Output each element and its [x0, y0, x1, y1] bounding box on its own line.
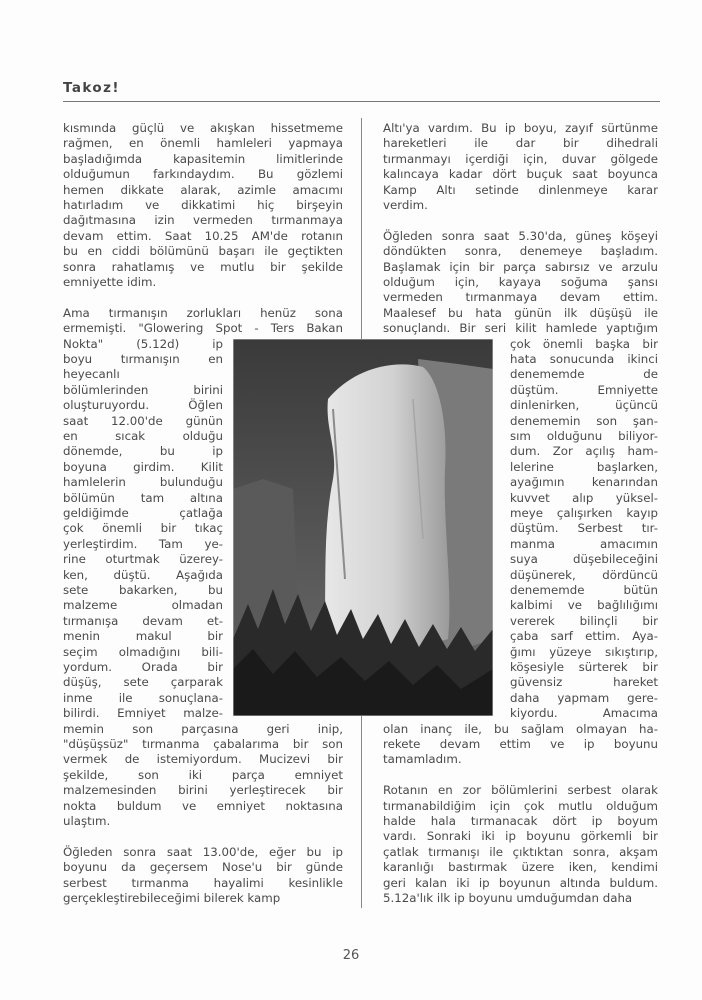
- text-line: tırmanmayı içerdiği için, duvar gölgede: [383, 151, 658, 166]
- text-line: Maalesef bu hata günün ilk düşüşü ile: [383, 305, 658, 320]
- text-line: olduğum için, kayaya soğuma şansı: [383, 275, 658, 289]
- text-line: ermemişti. "Glowering Spot - Ters Bakan: [63, 321, 343, 336]
- text-line: sete bakarken, bu: [63, 583, 223, 597]
- text-line: düşünerek, dördüncü: [510, 567, 658, 582]
- text-line: Rotanın en zor bölümlerini serbest olarak: [383, 783, 658, 798]
- text-line: düştüm. Serbest tır-: [510, 521, 658, 536]
- text-line: inme ile sonuçlana-: [63, 690, 223, 705]
- text-line: yerleştirdim. Tam ye-: [63, 536, 223, 551]
- text-line: bölümlerinden birini: [63, 382, 223, 397]
- text-line: gerçekleştirebileceğimi bilerek kamp: [63, 891, 281, 905]
- text-line: geldiğimde çatlağa: [63, 506, 223, 520]
- text-line: boyunu da geçersem Nose'u bir günde: [63, 860, 343, 875]
- paragraph-gap: [383, 768, 658, 783]
- text-line: çok önemli bir tıkaç: [63, 521, 223, 536]
- text-line: vermeden tırmanmaya devam ettim.: [383, 290, 658, 305]
- text-line: denememde de: [510, 367, 658, 382]
- text-line: bölümün tam altına: [63, 490, 223, 505]
- text-line: vererek bilinçli bir: [510, 613, 658, 628]
- text-line: başladığımda kapasitemin limitlerinde: [63, 151, 343, 166]
- text-line: çok önemli başka bir: [510, 336, 658, 351]
- text-line: sonuçlandı. Bir seri kilit hamlede yaptığım: [383, 321, 658, 336]
- text-line: serbest tırmanma hayalimi kesinlikle: [63, 875, 343, 890]
- running-header-title: Takoz!: [63, 80, 120, 96]
- text-line: rağmen, en önemli hamleleri yapmaya: [63, 136, 343, 151]
- header-rule: [63, 101, 660, 102]
- text-line: olan inanç ile, bu sağlam olmayan ha-: [383, 721, 658, 736]
- text-line: kalbimi ve bağlılığımı: [510, 598, 658, 613]
- text-line: döndükten sonra, denemeye başladım.: [383, 244, 658, 259]
- text-line: saat 12.00'de günün: [63, 413, 223, 428]
- text-line: ğımı yüzeye sıkıştırıp,: [510, 644, 658, 659]
- text-line: sonra rahatlamış ve mutlu bir şekilde: [63, 259, 343, 274]
- text-line: köşesiyle sürterek bir: [510, 660, 658, 674]
- text-line: menin makul bir: [63, 629, 223, 644]
- text-line: Altı'ya vardım. Bu ip boyu, zayıf sürtünme: [383, 121, 658, 135]
- text-line: Kamp Altı setinde dinlenmeye karar: [383, 182, 658, 197]
- text-line: karanlığı bastırmak üzere iken, kendimi: [383, 860, 658, 875]
- text-line: dinlenirken, üçüncü: [510, 398, 658, 413]
- text-line: hata sonucunda ikinci: [510, 352, 658, 366]
- text-line: Ama tırmanışın zorlukları henüz sona: [63, 305, 343, 320]
- text-line: tırmanışa devam et-: [63, 613, 223, 628]
- text-line: Öğleden sonra saat 5.30'da, güneş köşeyi: [383, 228, 658, 243]
- text-line: kiyordu. Amacıma: [510, 706, 658, 721]
- text-line: rine oturtmak üzerey-: [63, 552, 223, 567]
- text-line: manma amacımın: [510, 536, 658, 551]
- text-line: hatırladım ve dikkatimi hiç birşeyin: [63, 198, 343, 212]
- text-line: olduğumun farkındaydım. Bu gözlemi: [63, 167, 343, 182]
- text-line: düşüş, sete çarparak: [63, 675, 223, 690]
- text-line: tamamladım.: [383, 752, 462, 767]
- page-number: 26: [342, 948, 360, 963]
- text-line: boyuna girdim. Kilit: [63, 459, 223, 474]
- text-line: şekilde, son iki parça emniyet: [63, 767, 343, 782]
- text-line: "düşüşsüz" tırmanma çabalarıma bir son: [63, 737, 343, 751]
- text-line: suya düşebileceğini: [510, 552, 658, 567]
- text-line: hareketleri ile dar bir dihedrali: [383, 136, 658, 151]
- text-line: ulaştım.: [63, 814, 111, 828]
- text-line: verdim.: [383, 198, 428, 212]
- paragraph-gap: [63, 290, 343, 305]
- text-line: hamlelerin bulunduğu: [63, 475, 223, 490]
- text-line: emniyette idim.: [63, 275, 157, 289]
- text-line: boyu tırmanışın en: [63, 352, 223, 366]
- text-line: çatlak tırmanışı ile çıktıktan sonra, akşam: [383, 844, 658, 859]
- text-line: vermek de istemiyordum. Mucizevi bir: [63, 752, 343, 767]
- text-line: heyecanlı: [63, 367, 120, 382]
- paragraph-gap: [383, 213, 658, 228]
- text-line: memin son parçasına geri inip,: [63, 721, 343, 736]
- text-line: meye çalışırken kayıp: [510, 506, 658, 520]
- text-line: tırmanabildiğim için çok mutlu olduğum: [383, 798, 658, 813]
- text-line: dum. Zor açılış ham-: [510, 444, 658, 459]
- text-line: düştüm. Emniyette: [510, 382, 658, 397]
- text-line: malzeme olmadan: [63, 598, 223, 613]
- text-line: kısmında güçlü ve akışkan hissetmeme: [63, 121, 343, 135]
- text-line: bu en ciddi bölümünü başarı ile geçtikten: [63, 244, 343, 259]
- text-line: ayağımın kenarından: [510, 475, 658, 490]
- text-line: sım olduğunu biliyor-: [510, 429, 658, 443]
- text-line: 5.12a'lık ilk ip boyunu umduğumdan daha: [383, 891, 633, 905]
- text-line: denememin son şan-: [510, 413, 658, 428]
- paragraph-gap: [63, 829, 343, 844]
- text-line: yordum. Orada bir: [63, 660, 223, 674]
- text-line: çaba sarf ettim. Aya-: [510, 629, 658, 644]
- text-line: denememde bütün: [510, 583, 658, 597]
- text-line: Öğleden sonra saat 13.00'de, eğer bu ip: [63, 844, 343, 859]
- text-line: kalıncaya kadar dört buçuk saat boyunca: [383, 167, 658, 182]
- text-line: nokta buldum ve emniyet noktasına: [63, 798, 343, 813]
- text-line: devam ettim. Saat 10.25 AM'de rotanın: [63, 228, 343, 243]
- text-line: daha yapmam gere-: [510, 690, 658, 705]
- text-line: en sıcak olduğu: [63, 429, 223, 443]
- text-line: güvensiz hareket: [510, 675, 658, 690]
- text-line: halde hala tırmanacak dört ip boyum: [383, 814, 658, 828]
- text-line: geri kalan iki ip boyunun altında buldum.: [383, 875, 658, 890]
- text-line: bilirdi. Emniyet malze-: [63, 706, 223, 721]
- text-line: rekete devam ettim ve ip boyunu: [383, 737, 658, 751]
- text-line: vardı. Sonraki iki ip boyunu görkemli bir: [383, 829, 658, 844]
- text-line: dönemde, bu ip: [63, 444, 223, 459]
- rock-wall-photo: [233, 339, 493, 716]
- text-line: seçim olmadığını bili-: [63, 644, 223, 659]
- text-line: malzemesinden birini yerleştirecek bir: [63, 783, 343, 798]
- text-line: kuvvet alıp yüksel-: [510, 490, 658, 505]
- text-line: lelerine başlarken,: [510, 459, 658, 474]
- text-line: hemen dikkate alarak, azimle amacımı: [63, 182, 343, 197]
- text-line: ken, düştü. Aşağıda: [63, 567, 223, 582]
- text-line: oluşturuyordu. Öğlen: [63, 398, 223, 413]
- text-line: dağıtmasına izin vermeden tırmanmaya: [63, 213, 343, 228]
- text-line: Başlamak için bir parça sabırsız ve arzulu: [383, 259, 658, 274]
- text-line: Nokta" (5.12d) ip: [63, 336, 223, 351]
